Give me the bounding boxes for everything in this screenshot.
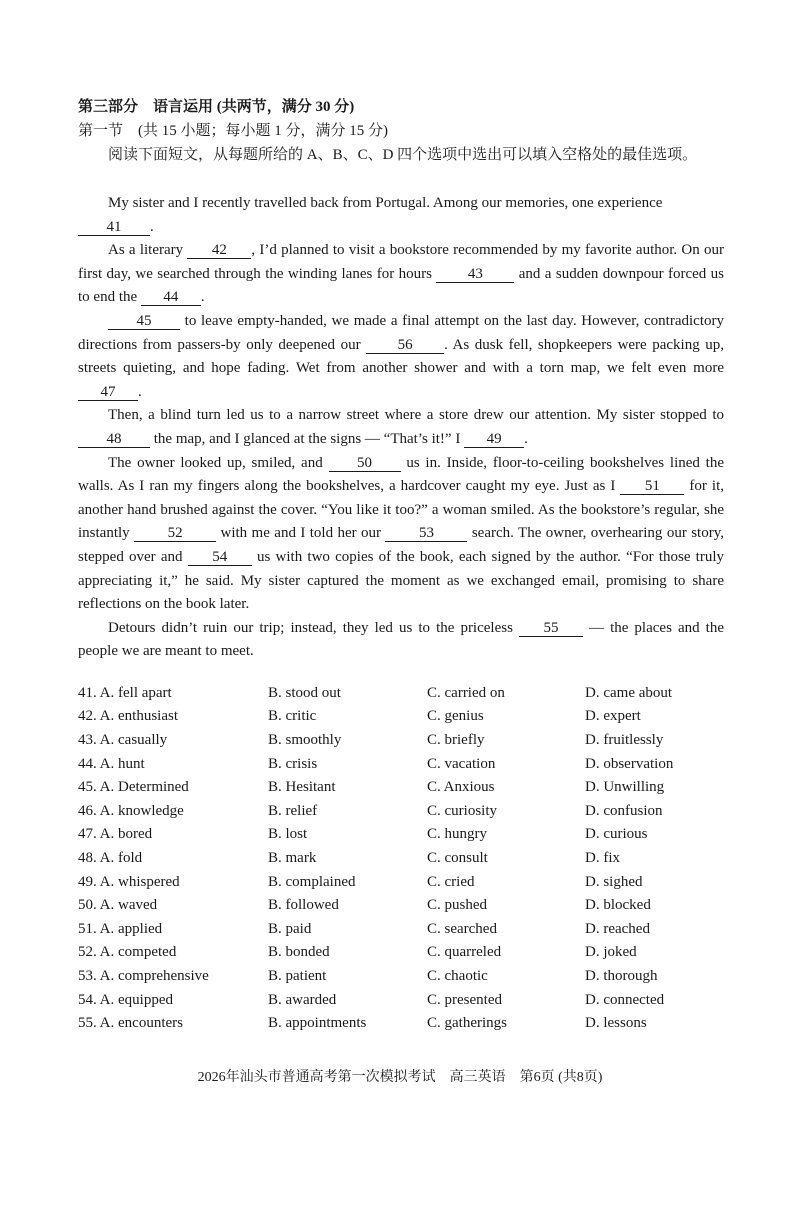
passage-text: .: [524, 430, 528, 447]
option-a: 49. A. whispered: [78, 873, 180, 890]
question-option-row: [78, 1012, 724, 1036]
question-option-row: [78, 823, 724, 847]
option-b: B. complained: [268, 873, 356, 890]
question-option-row: [78, 729, 724, 753]
cloze-passage: [78, 192, 724, 664]
paragraph-3: [78, 310, 724, 404]
option-d: D. sighed: [585, 873, 643, 890]
passage-text: with me and I told her our: [220, 525, 382, 542]
passage-text: As a literary: [108, 242, 184, 259]
passage-text: and a sudden downpour forced us to end the: [78, 265, 725, 306]
part-heading: 第三部分 语言运用 (共两节，满分 30 分): [78, 99, 355, 115]
option-a: 54. A. equipped: [78, 991, 173, 1008]
option-b: B. critic: [268, 708, 317, 725]
option-d: D. fruitlessly: [585, 732, 664, 749]
option-a: 51. A. applied: [78, 920, 163, 937]
option-c: C. gatherings: [427, 1015, 507, 1032]
option-d: D. thorough: [585, 968, 658, 984]
passage-text: , I’d planned to visit a bookstore recommended by my favorite author. On our first day, we searched through the winding lanes for hours: [78, 242, 725, 282]
page-footer: 2026年汕头市普通高考第一次模拟考试 高三英语 第6页 (共8页): [197, 1070, 603, 1085]
option-b: B. smoothly: [268, 732, 342, 749]
paragraph-6: [78, 617, 724, 664]
exam-page: [78, 96, 724, 1036]
answer-options: [78, 682, 724, 1036]
passage-text: .: [138, 383, 142, 400]
blank-50: 50: [329, 455, 401, 472]
passage-text: Detours didn’t ruin our trip; instead, they led us to the priceless: [108, 619, 513, 636]
option-a: 44. A. hunt: [78, 755, 145, 772]
option-b: B. crisis: [268, 755, 318, 772]
option-a: 48. A. fold: [78, 850, 143, 867]
passage-text: search. The owner, overhearing our story, stepped over and: [78, 525, 724, 565]
blank-51: 51: [620, 478, 684, 495]
option-c: C. cried: [427, 873, 475, 890]
option-c: C. Anxious: [427, 779, 495, 796]
blank-52: 52: [134, 525, 216, 542]
option-a: 50. A. waved: [78, 897, 158, 914]
blank-41: 41: [78, 219, 150, 236]
passage-text: for it, another hand brushed against the cover. “You like it too?” a woman smiled. As the bookstore’s regular, she instantly: [78, 478, 725, 542]
option-d: D. confusion: [585, 802, 663, 819]
option-d: D. expert: [585, 708, 641, 725]
blank-55: 55: [519, 620, 583, 637]
question-option-row: [78, 800, 724, 824]
paragraph-4: [78, 404, 724, 451]
question-option-row: [78, 682, 724, 706]
section-heading: 第一节 (共 15 小题；每小题 1 分，满分 15 分): [78, 123, 388, 139]
question-option-row: [78, 989, 724, 1013]
blank-54: 54: [188, 549, 252, 566]
blank-46: 56: [366, 337, 444, 354]
option-c: C. quarreled: [427, 944, 502, 961]
blank-43: 43: [436, 266, 514, 283]
option-d: D. connected: [585, 991, 665, 1008]
question-option-row: [78, 847, 724, 871]
option-a: 42. A. enthusiast: [78, 708, 178, 725]
option-a: 47. A. bored: [78, 826, 153, 843]
passage-text: .: [200, 289, 205, 306]
passage-text: .: [150, 218, 154, 235]
blank-53: 53: [385, 525, 467, 542]
passage-text: to leave empty-handed, we made a final attempt on the last day. However, contradictory directions from passers-by only deepened our: [78, 312, 724, 353]
passage-text: — the places and the people we are meant to meet.: [78, 619, 724, 660]
option-d: D. Unwilling: [585, 779, 665, 796]
option-d: D. lessons: [585, 1015, 647, 1032]
option-a: 46. A. knowledge: [78, 802, 184, 819]
blank-49: 49: [464, 431, 524, 448]
option-b: B. patient: [268, 968, 327, 984]
option-c: C. curiosity: [427, 802, 497, 819]
option-b: B. stood out: [268, 684, 341, 701]
question-option-row: [78, 753, 724, 777]
blank-48: 48: [78, 431, 150, 448]
question-option-row: [78, 918, 724, 942]
option-d: D. joked: [585, 944, 637, 961]
option-b: B. followed: [268, 897, 339, 914]
passage-text: . As dusk fell, shopkeepers were packing up, streets quieting, and hope fading. Wet from another shower and with a torn map, we felt even more: [78, 336, 725, 377]
passage-text: The owner looked up, smiled, and: [108, 454, 323, 471]
option-d: D. observation: [585, 755, 674, 772]
option-d: D. curious: [585, 826, 648, 843]
option-a: 41. A. fell apart: [78, 684, 172, 701]
option-d: D. fix: [585, 850, 620, 867]
passage-text: the map, and I glanced at the signs — “That’s it!” I: [153, 430, 461, 447]
blank-44: 44: [141, 289, 201, 306]
option-c: C. presented: [427, 991, 502, 1008]
option-a: 55. A. encounters: [78, 1015, 183, 1032]
question-option-row: [78, 894, 724, 918]
option-b: B. bonded: [268, 944, 330, 961]
option-c: C. hungry: [427, 826, 487, 843]
option-a: 43. A. casually: [78, 732, 168, 749]
option-b: B. paid: [268, 920, 312, 937]
option-b: B. lost: [268, 826, 308, 843]
option-b: B. relief: [268, 802, 318, 819]
option-b: B. Hesitant: [268, 779, 336, 796]
option-b: B. appointments: [268, 1015, 367, 1032]
paragraph-2: [78, 239, 724, 310]
option-b: B. awarded: [268, 991, 337, 1008]
option-c: C. searched: [427, 920, 497, 937]
passage-text: My sister and I recently travelled back from Portugal. Among our memories, one experience: [108, 195, 663, 211]
option-d: D. reached: [585, 920, 650, 937]
blank-47: 47: [78, 384, 138, 401]
blank-45: 45: [108, 313, 180, 330]
option-c: C. consult: [427, 850, 488, 867]
passage-text: us with two copies of the book, each signed by the author. “For those truly appreciating it,” he said. My sister captured the moment as we exchanged email, promising to share reflections on the book later.: [78, 548, 725, 613]
option-c: C. genius: [427, 708, 484, 725]
option-d: D. blocked: [585, 897, 651, 914]
option-d: D. came about: [585, 684, 673, 701]
question-option-row: [78, 705, 724, 729]
question-option-row: [78, 871, 724, 895]
passage-text: us in. Inside, floor-to-ceiling bookshelves lined the walls. As I ran my fingers along the bookshelves, a hardcover caught my eye. Just as I: [78, 454, 725, 495]
option-c: C. chaotic: [427, 968, 488, 984]
option-c: C. briefly: [427, 732, 485, 749]
blank-42: 42: [187, 242, 251, 259]
option-a: 52. A. competed: [78, 944, 177, 961]
option-c: C. vacation: [427, 755, 496, 772]
option-a: 53. A. comprehensive: [78, 968, 209, 984]
option-a: 45. A. Determined: [78, 779, 189, 796]
passage-text: Then, a blind turn led us to a narrow street where a store drew our attention. My sister stopped to: [108, 407, 724, 424]
question-option-row: [78, 941, 724, 965]
paragraph-1: [78, 192, 724, 239]
option-b: B. mark: [268, 850, 317, 867]
question-option-row: [78, 965, 724, 989]
directions: 阅读下面短文，从每题所给的 A、B、C、D 四个选项中选出可以填入空格处的最佳选项。: [108, 147, 698, 163]
option-c: C. carried on: [427, 684, 505, 701]
paragraph-5: [78, 452, 724, 617]
option-c: C. pushed: [427, 897, 487, 914]
question-option-row: [78, 776, 724, 800]
